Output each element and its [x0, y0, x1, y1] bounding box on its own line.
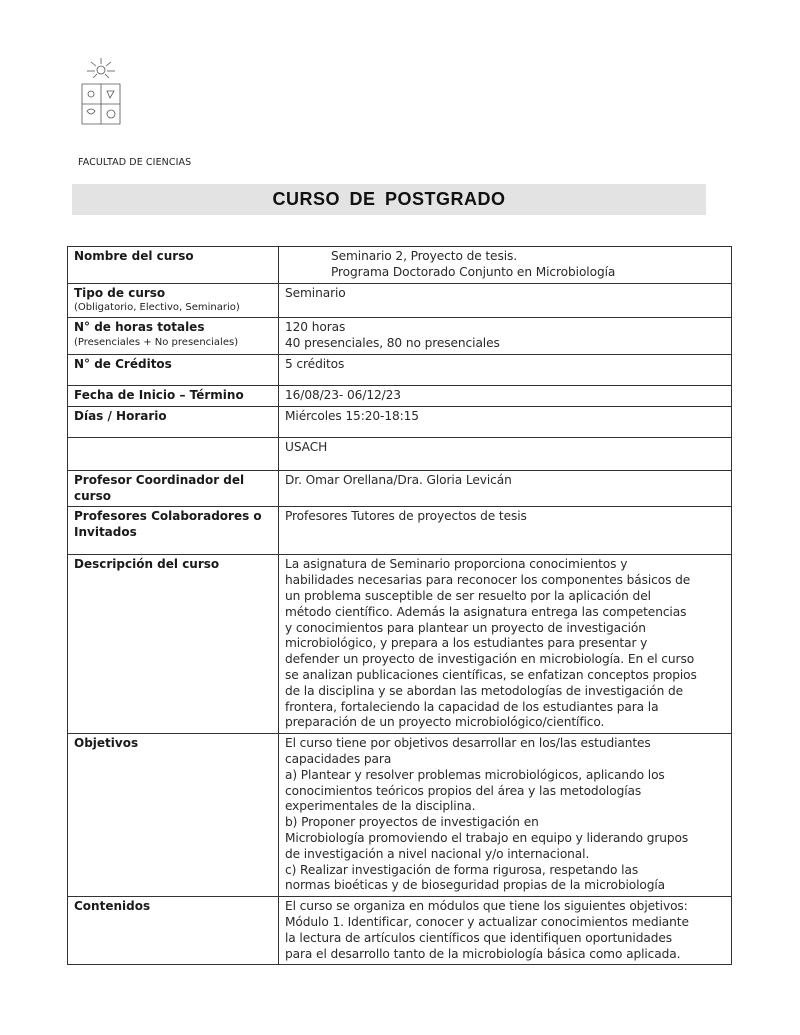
row-label: N° de horas totales (Presenciales + No presenciales)	[68, 318, 279, 355]
course-type-value: Seminario	[279, 283, 732, 318]
row-label: Descripción del curso	[68, 555, 279, 734]
page-title: CURSO DE POSTGRADO	[272, 189, 506, 209]
table-row	[68, 507, 732, 555]
table-row	[68, 897, 732, 965]
course-name-value: Seminario 2, Proyecto de tesis. Programa Doctorado Conjunto en Microbiología	[279, 247, 732, 284]
contents-value: El curso se organiza en módulos que tiene los siguientes objetivos: Módulo 1. Identificar, conocer y actualizar conocimientos mediante la lectura de artículos científicos que identifiquen oportunidades para el desarrollo tanto de la microbiología básica como aplicada.	[279, 897, 732, 965]
row-label: Fecha de Inicio – Término	[68, 385, 279, 406]
row-sublabel: (Obligatorio, Electivo, Seminario)	[74, 302, 240, 314]
table-row	[68, 734, 732, 897]
total-hours-value: 120 horas 40 presenciales, 80 no presenciales	[279, 318, 732, 355]
dates-value: 16/08/23- 06/12/23	[279, 385, 732, 406]
collaborators-value: Profesores Tutores de proyectos de tesis	[279, 507, 732, 555]
table-row	[68, 470, 732, 507]
table-row	[68, 406, 732, 437]
row-label: Profesor Coordinador del curso	[68, 470, 279, 507]
row-label: N° de Créditos	[68, 354, 279, 385]
table-row	[68, 385, 732, 406]
credits-value: 5 créditos	[279, 354, 732, 385]
university-crest-icon	[78, 56, 124, 134]
location-value: USACH	[279, 437, 732, 470]
table-row	[68, 247, 732, 284]
title-banner	[72, 184, 706, 215]
table-row	[68, 555, 732, 734]
row-sublabel: (Presenciales + No presenciales)	[74, 337, 239, 349]
row-label: Objetivos	[68, 734, 279, 897]
row-label: Contenidos	[68, 897, 279, 965]
faculty-name: FACULTAD DE CIENCIAS	[78, 157, 192, 168]
table-row	[68, 354, 732, 385]
coordinator-value: Dr. Omar Orellana/Dra. Gloria Levicán	[279, 470, 732, 507]
table-row	[68, 283, 732, 318]
row-label: Días / Horario	[68, 406, 279, 437]
row-label: Profesores Colaboradores o Invitados	[68, 507, 279, 555]
row-label	[68, 437, 279, 470]
row-label: Nombre del curso	[68, 247, 279, 284]
course-info-table	[67, 246, 732, 965]
description-value: La asignatura de Seminario proporciona conocimientos y habilidades necesarias para reconocer los componentes básicos de un problema susceptible de ser resuelto por la aplicación del método científico. Además la asignatura entrega las competencias y conocimientos para plantear un proyecto de investigación microbiológico, y prepara a los estudiantes para presentar y defender un proyecto de investigación en microbiología. En el curso se analizan publicaciones científicas, se enfatizan conceptos propios de la disciplina y se abordan las metodologías de investigación de frontera, fortaleciendo la capacidad de los estudiantes para la preparación de un proyecto microbiológico/científico.	[279, 555, 732, 734]
objectives-value: El curso tiene por objetivos desarrollar en los/las estudiantes capacidades para a) Plantear y resolver problemas microbiológicos, aplicando los conocimientos teóricos propios del área y las metodologías experimentales de la disciplina. b) Proponer proyectos de investigación en Microbiología promoviendo el trabajo en equipo y liderando grupos de investigación a nivel nacional y/o internacional. c) Realizar investigación de forma rigurosa, respetando las normas bioéticas y de bioseguridad propias de la microbiología	[279, 734, 732, 897]
table-row	[68, 437, 732, 470]
row-label: Tipo de curso (Obligatorio, Electivo, Seminario)	[68, 283, 279, 318]
schedule-value: Miércoles 15:20-18:15	[279, 406, 732, 437]
table-row	[68, 318, 732, 355]
